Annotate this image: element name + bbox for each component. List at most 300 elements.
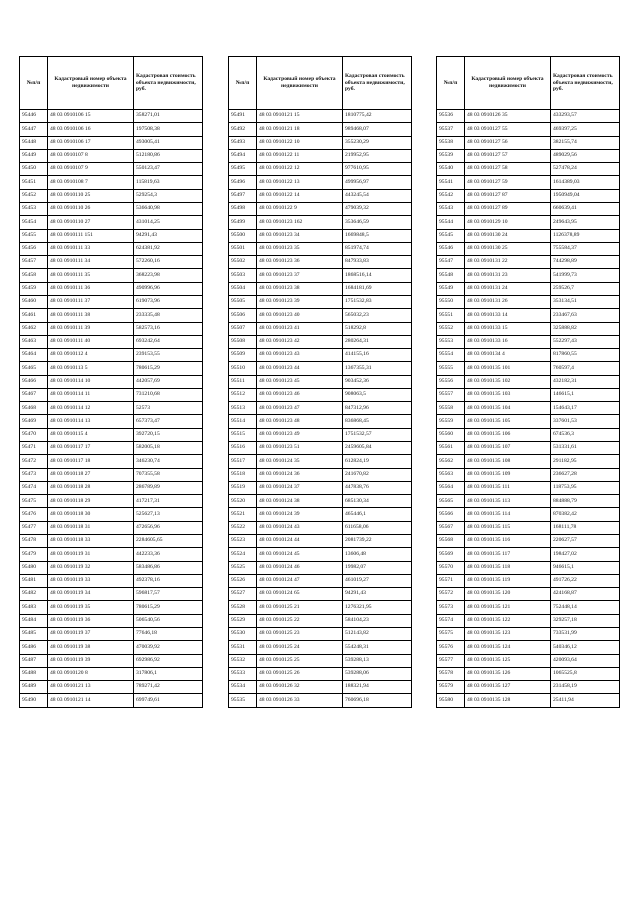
cell-num: 95517 xyxy=(229,455,257,468)
cell-num: 95485 xyxy=(20,627,48,640)
cell-cad-value: 2081739,22 xyxy=(343,535,412,548)
table-body xyxy=(437,110,620,708)
cell-num: 95560 xyxy=(437,428,465,441)
cell-cad-value: 2284605,65 xyxy=(134,535,203,548)
table-row xyxy=(20,495,203,508)
cell-cad-value: 355230,29 xyxy=(343,136,412,149)
cell-num: 95468 xyxy=(20,402,48,415)
cell-cad-number: 48 03 0910123 35 xyxy=(257,242,343,255)
cell-cad-value: 536640,98 xyxy=(134,202,203,215)
cell-num: 95471 xyxy=(20,442,48,455)
cell-cad-number: 48 03 0910135 108 xyxy=(465,455,551,468)
table-row xyxy=(229,149,412,162)
cell-num: 95448 xyxy=(20,136,48,149)
cell-cad-number: 48 03 0910123 39 xyxy=(257,295,343,308)
table-row xyxy=(229,561,412,574)
table-row xyxy=(229,681,412,694)
cell-cad-value: 1126378,89 xyxy=(551,229,620,242)
table-row xyxy=(229,614,412,627)
table-row xyxy=(20,601,203,614)
table-row xyxy=(229,349,412,362)
cell-cad-value: 884888,79 xyxy=(551,495,620,508)
cell-cad-number: 48 03 0910124 44 xyxy=(257,535,343,548)
cell-cad-number: 48 03 0910111 39 xyxy=(48,322,134,335)
cell-cad-value: 540346,12 xyxy=(551,641,620,654)
cell-cad-number: 48 03 0910123 36 xyxy=(257,256,343,269)
table-row xyxy=(20,136,203,149)
cell-num: 95462 xyxy=(20,322,48,335)
cell-num: 95451 xyxy=(20,176,48,189)
table-row xyxy=(437,521,620,534)
cell-cad-number: 48 03 0910119 37 xyxy=(48,627,134,640)
cell-cad-value: 583486,86 xyxy=(134,561,203,574)
cell-num: 95518 xyxy=(229,468,257,481)
cell-cad-number: 48 03 0910135 103 xyxy=(465,388,551,401)
cell-cad-value: 1810775,42 xyxy=(343,110,412,123)
cell-cad-number: 48 03 0910118 27 xyxy=(48,468,134,481)
cell-cad-number: 48 03 0910135 105 xyxy=(465,415,551,428)
cell-cad-value: 674536,3 xyxy=(551,428,620,441)
cell-num: 95568 xyxy=(437,535,465,548)
cell-num: 95543 xyxy=(437,202,465,215)
table-row xyxy=(20,349,203,362)
cadastral-table-1 xyxy=(19,56,203,708)
cell-cad-number: 48 03 0910117 18 xyxy=(48,455,134,468)
cell-cad-value: 1614389,03 xyxy=(551,176,620,189)
cell-cad-value: 1950949,04 xyxy=(551,189,620,202)
cell-cad-number: 48 03 0910135 114 xyxy=(465,508,551,521)
cell-cad-number: 48 03 0910122 13 xyxy=(257,176,343,189)
table-row xyxy=(229,495,412,508)
table-row xyxy=(20,229,203,242)
cell-cad-value: 392720,15 xyxy=(134,428,203,441)
cell-cad-number: 48 03 0910129 10 xyxy=(465,216,551,229)
cell-num: 95483 xyxy=(20,601,48,614)
cell-cad-number: 48 03 0910135 121 xyxy=(465,601,551,614)
cell-num: 95491 xyxy=(229,110,257,123)
cell-cad-value: 624381,92 xyxy=(134,242,203,255)
cell-cad-value: 493005,41 xyxy=(134,136,203,149)
cell-cad-number: 48 03 0910123 34 xyxy=(257,229,343,242)
cell-cad-value: 685130,34 xyxy=(343,495,412,508)
cell-cad-value: 443245,54 xyxy=(343,189,412,202)
table-row xyxy=(437,574,620,587)
cell-cad-number: 48 03 0910108 7 xyxy=(48,176,134,189)
cell-cad-number: 48 03 0910135 123 xyxy=(465,627,551,640)
cell-cad-value: 506540,56 xyxy=(134,614,203,627)
cell-cad-number: 48 03 0910123 162 xyxy=(257,216,343,229)
table-row xyxy=(20,282,203,295)
cell-cad-value: 1751532,83 xyxy=(343,295,412,308)
cell-num: 95549 xyxy=(437,282,465,295)
cell-cad-number: 48 03 0910135 111 xyxy=(465,481,551,494)
cell-cad-number: 48 03 0910123 40 xyxy=(257,309,343,322)
cell-cad-value: 584104,23 xyxy=(343,614,412,627)
table-body xyxy=(229,110,412,708)
cell-cad-number: 48 03 0910125 22 xyxy=(257,614,343,627)
cell-num: 95527 xyxy=(229,588,257,601)
cell-num: 95576 xyxy=(437,641,465,654)
table-row xyxy=(229,641,412,654)
cell-cad-number: 48 03 0910107 8 xyxy=(48,149,134,162)
table-row xyxy=(20,123,203,136)
cell-cad-number: 48 03 0910135 102 xyxy=(465,375,551,388)
table-row xyxy=(229,202,412,215)
cell-num: 95574 xyxy=(437,614,465,627)
table-row xyxy=(437,176,620,189)
cell-cad-value: 317806,1 xyxy=(134,667,203,680)
cell-num: 95513 xyxy=(229,402,257,415)
cell-num: 95533 xyxy=(229,667,257,680)
table-row xyxy=(20,269,203,282)
cell-cad-number: 48 03 0910124 38 xyxy=(257,495,343,508)
cell-cad-value: 1751532,57 xyxy=(343,428,412,441)
cell-num: 95489 xyxy=(20,681,48,694)
cell-cad-number: 48 03 0910135 125 xyxy=(465,654,551,667)
cell-num: 95546 xyxy=(437,242,465,255)
cell-cad-number: 48 03 0910123 42 xyxy=(257,335,343,348)
cell-cad-number: 48 03 0910118 33 xyxy=(48,535,134,548)
cell-cad-number: 48 03 0910122 11 xyxy=(257,149,343,162)
table-row xyxy=(437,415,620,428)
cell-cad-number: 48 03 0910126 35 xyxy=(465,110,551,123)
cell-cad-number: 48 03 0910111 37 xyxy=(48,295,134,308)
cell-num: 95512 xyxy=(229,388,257,401)
cell-cad-number: 48 03 0910111 38 xyxy=(48,309,134,322)
cell-cad-number: 48 03 0910130 25 xyxy=(465,242,551,255)
cell-cad-number: 48 03 0910111 40 xyxy=(48,335,134,348)
cell-cad-value: 836868,45 xyxy=(343,415,412,428)
cadastral-table-3 xyxy=(436,56,620,708)
cell-cad-number: 48 03 0910134 4 xyxy=(465,349,551,362)
cell-cad-value: 233467,63 xyxy=(551,309,620,322)
cell-cad-value: 731210,68 xyxy=(134,388,203,401)
table-row xyxy=(20,561,203,574)
cell-num: 95522 xyxy=(229,521,257,534)
cell-cad-number: 48 03 0910118 28 xyxy=(48,481,134,494)
cell-num: 95528 xyxy=(229,601,257,614)
cell-cad-value: 499956,97 xyxy=(343,176,412,189)
cell-num: 95544 xyxy=(437,216,465,229)
cell-cad-value: 699749,61 xyxy=(134,694,203,708)
cell-num: 95454 xyxy=(20,216,48,229)
cell-num: 95473 xyxy=(20,468,48,481)
table-row xyxy=(20,189,203,202)
table-header-row xyxy=(229,57,412,110)
cell-num: 95519 xyxy=(229,481,257,494)
cell-num: 95499 xyxy=(229,216,257,229)
cell-num: 95501 xyxy=(229,242,257,255)
cell-num: 95557 xyxy=(437,388,465,401)
cell-cad-number: 48 03 0910119 34 xyxy=(48,588,134,601)
table-row xyxy=(20,428,203,441)
cell-num: 95532 xyxy=(229,654,257,667)
cell-cad-number: 48 03 0910123 38 xyxy=(257,282,343,295)
cell-cad-value: 368223,98 xyxy=(134,269,203,282)
cell-cad-value: 431014,25 xyxy=(134,216,203,229)
table-row xyxy=(20,402,203,415)
cell-cad-number: 48 03 0910135 127 xyxy=(465,681,551,694)
cell-cad-value: 118753,95 xyxy=(551,481,620,494)
cell-num: 95481 xyxy=(20,574,48,587)
table-row xyxy=(437,442,620,455)
cell-cad-number: 48 03 0910127 59 xyxy=(465,176,551,189)
cell-num: 95461 xyxy=(20,309,48,322)
table-row xyxy=(229,654,412,667)
cell-num: 95561 xyxy=(437,442,465,455)
table-header-row xyxy=(437,57,620,110)
cell-cad-number: 48 03 0910106 15 xyxy=(48,110,134,123)
cell-cad-value: 491726,22 xyxy=(551,574,620,587)
cell-cad-number: 48 03 0910127 87 xyxy=(465,189,551,202)
table-row xyxy=(229,415,412,428)
table-row xyxy=(20,322,203,335)
cell-cad-number: 48 03 0910131 26 xyxy=(465,295,551,308)
cell-cad-number: 48 03 0910115 4 xyxy=(48,428,134,441)
cell-num: 95478 xyxy=(20,535,48,548)
cell-cad-value: 259526,7 xyxy=(551,282,620,295)
cell-num: 95466 xyxy=(20,375,48,388)
cell-num: 95577 xyxy=(437,654,465,667)
cell-cad-number: 48 03 0910135 106 xyxy=(465,428,551,441)
table-row xyxy=(20,415,203,428)
table-row xyxy=(229,455,412,468)
cell-cad-value: 490996,96 xyxy=(134,282,203,295)
cell-cad-number: 48 03 0910118 30 xyxy=(48,508,134,521)
cell-cad-value: 2459605,84 xyxy=(343,442,412,455)
table-row xyxy=(229,402,412,415)
cell-cad-number: 48 03 0910112 4 xyxy=(48,349,134,362)
cell-cad-value: 442057,69 xyxy=(134,375,203,388)
cell-cad-number: 48 03 0910122 14 xyxy=(257,189,343,202)
cell-cad-number: 48 03 0910123 51 xyxy=(257,442,343,455)
cell-num: 95488 xyxy=(20,667,48,680)
cell-num: 95509 xyxy=(229,349,257,362)
cell-num: 95487 xyxy=(20,654,48,667)
cell-num: 95492 xyxy=(229,123,257,136)
cell-cad-value: 433293,57 xyxy=(551,110,620,123)
cell-cad-value: 744298,89 xyxy=(551,256,620,269)
table-row xyxy=(437,508,620,521)
cell-num: 95446 xyxy=(20,110,48,123)
cell-cad-number: 48 03 0910114 11 xyxy=(48,388,134,401)
cell-num: 95514 xyxy=(229,415,257,428)
cell-cad-value: 382155,74 xyxy=(551,136,620,149)
cell-cad-value: 25411,94 xyxy=(551,694,620,708)
cell-num: 95571 xyxy=(437,574,465,587)
cell-num: 95520 xyxy=(229,495,257,508)
cell-cad-value: 239153,55 xyxy=(134,349,203,362)
table-row xyxy=(437,375,620,388)
cell-num: 95506 xyxy=(229,309,257,322)
table-row xyxy=(437,242,620,255)
cell-num: 95500 xyxy=(229,229,257,242)
cell-cad-value: 539288,06 xyxy=(343,667,412,680)
cell-cad-value: 554248,31 xyxy=(343,641,412,654)
table-row xyxy=(229,601,412,614)
table-row xyxy=(229,428,412,441)
cell-cad-value: 432182,31 xyxy=(551,375,620,388)
cell-num: 95464 xyxy=(20,349,48,362)
cell-cad-number: 48 03 0910124 45 xyxy=(257,548,343,561)
table-row xyxy=(229,110,412,123)
table-row xyxy=(437,548,620,561)
cell-cad-value: 1276321,95 xyxy=(343,601,412,614)
cell-cad-number: 48 03 0910135 113 xyxy=(465,495,551,508)
cell-num: 95456 xyxy=(20,242,48,255)
table-row xyxy=(20,521,203,534)
table-row xyxy=(437,641,620,654)
cell-cad-number: 48 03 0910123 41 xyxy=(257,322,343,335)
cell-cad-value: 492378,16 xyxy=(134,574,203,587)
table-row xyxy=(437,110,620,123)
cell-cad-value: 512143,82 xyxy=(343,627,412,640)
table-row xyxy=(229,242,412,255)
table-row xyxy=(20,548,203,561)
cell-cad-value: 231458,19 xyxy=(551,681,620,694)
cell-num: 95469 xyxy=(20,415,48,428)
cell-cad-number: 48 03 0910111 36 xyxy=(48,282,134,295)
table-row xyxy=(20,176,203,189)
table-row xyxy=(229,269,412,282)
cell-cad-number: 48 03 0910118 31 xyxy=(48,521,134,534)
cell-cad-value: 908063,5 xyxy=(343,388,412,401)
cell-num: 95552 xyxy=(437,322,465,335)
table-row xyxy=(437,202,620,215)
cell-num: 95567 xyxy=(437,521,465,534)
cell-num: 95477 xyxy=(20,521,48,534)
cell-cad-number: 48 03 0910124 43 xyxy=(257,521,343,534)
cell-cad-value: 527478,24 xyxy=(551,163,620,176)
cell-cad-number: 48 03 0910135 126 xyxy=(465,667,551,680)
cell-cad-value: 531331,61 xyxy=(551,442,620,455)
cell-num: 95548 xyxy=(437,269,465,282)
cell-num: 95559 xyxy=(437,415,465,428)
table-row xyxy=(437,322,620,335)
cell-cad-value: 518292,8 xyxy=(343,322,412,335)
cell-cad-number: 48 03 0910125 26 xyxy=(257,667,343,680)
cell-num: 95467 xyxy=(20,388,48,401)
cell-cad-value: 233335,48 xyxy=(134,309,203,322)
table-row xyxy=(20,216,203,229)
cell-cad-value: 197508,38 xyxy=(134,123,203,136)
cell-num: 95449 xyxy=(20,149,48,162)
cell-num: 95502 xyxy=(229,256,257,269)
cell-num: 95579 xyxy=(437,681,465,694)
cell-num: 95447 xyxy=(20,123,48,136)
cell-cad-value: 424168,87 xyxy=(551,588,620,601)
cell-cad-value: 470039,92 xyxy=(134,641,203,654)
table-row xyxy=(20,667,203,680)
table-header-row xyxy=(20,57,203,110)
cell-num: 95484 xyxy=(20,614,48,627)
cell-cad-value: 1868516,14 xyxy=(343,269,412,282)
cell-cad-number: 48 03 0910120 8 xyxy=(48,667,134,680)
table-row xyxy=(437,402,620,415)
cell-cad-value: 291182,95 xyxy=(551,455,620,468)
cell-cad-value: 329257,18 xyxy=(551,614,620,627)
table-row xyxy=(229,442,412,455)
table-row xyxy=(20,375,203,388)
table-row xyxy=(437,163,620,176)
table-row xyxy=(437,694,620,708)
table-row xyxy=(20,588,203,601)
cell-cad-value: 847933,83 xyxy=(343,256,412,269)
table-row xyxy=(20,654,203,667)
table-row xyxy=(437,282,620,295)
cell-cad-number: 48 03 0910119 31 xyxy=(48,548,134,561)
cell-cad-number: 48 03 0910124 35 xyxy=(257,455,343,468)
cell-cad-number: 48 03 0910111 151 xyxy=(48,229,134,242)
cell-cad-value: 582005,18 xyxy=(134,442,203,455)
table-row xyxy=(20,455,203,468)
cell-cad-value: 220627,57 xyxy=(551,535,620,548)
table-row xyxy=(437,681,620,694)
table-row xyxy=(437,481,620,494)
table-row xyxy=(229,508,412,521)
cell-num: 95504 xyxy=(229,282,257,295)
cell-cad-value: 489029,56 xyxy=(551,149,620,162)
cell-num: 95452 xyxy=(20,189,48,202)
cell-cad-number: 48 03 0910135 119 xyxy=(465,574,551,587)
table-row xyxy=(20,535,203,548)
cell-cad-value: 472656,96 xyxy=(134,521,203,534)
table-row xyxy=(437,654,620,667)
cell-cad-number: 48 03 0910106 17 xyxy=(48,136,134,149)
cell-cad-number: 48 03 0910114 13 xyxy=(48,415,134,428)
cell-cad-number: 48 03 0910124 65 xyxy=(257,588,343,601)
cell-cad-value: 692986,92 xyxy=(134,654,203,667)
header-cad-value: Кадастровая стоимость объекта недвижимости, руб. xyxy=(134,57,203,110)
cell-cad-value: 198427,02 xyxy=(551,548,620,561)
table-row xyxy=(20,614,203,627)
table-row xyxy=(20,242,203,255)
table-row xyxy=(437,189,620,202)
cell-num: 95465 xyxy=(20,362,48,375)
cell-cad-value: 552297,43 xyxy=(551,335,620,348)
cell-cad-value: 780615,29 xyxy=(134,362,203,375)
cell-cad-value: 529254,3 xyxy=(134,189,203,202)
cell-num: 95558 xyxy=(437,402,465,415)
cell-num: 95542 xyxy=(437,189,465,202)
cell-num: 95463 xyxy=(20,335,48,348)
cell-cad-value: 346230,74 xyxy=(134,455,203,468)
cell-cad-number: 48 03 0910113 5 xyxy=(48,362,134,375)
cell-cad-number: 48 03 0910111 33 xyxy=(48,242,134,255)
cell-num: 95564 xyxy=(437,481,465,494)
cell-cad-value: 337601,53 xyxy=(551,415,620,428)
table-row xyxy=(229,335,412,348)
cell-cad-value: 733531,99 xyxy=(551,627,620,640)
cell-cad-number: 48 03 0910124 37 xyxy=(257,481,343,494)
table-row xyxy=(229,375,412,388)
cell-cad-value: 479039,32 xyxy=(343,202,412,215)
cell-num: 95530 xyxy=(229,627,257,640)
cell-num: 95508 xyxy=(229,335,257,348)
table-row xyxy=(229,481,412,494)
cell-cad-value: 789271,42 xyxy=(134,681,203,694)
cell-num: 95538 xyxy=(437,136,465,149)
table-row xyxy=(437,601,620,614)
cell-num: 95515 xyxy=(229,428,257,441)
cell-cad-number: 48 03 0910127 89 xyxy=(465,202,551,215)
cell-cad-value: 572260,16 xyxy=(134,256,203,269)
cell-cad-number: 48 03 0910123 48 xyxy=(257,415,343,428)
cell-cad-number: 48 03 0910119 32 xyxy=(48,561,134,574)
table-row xyxy=(437,136,620,149)
cell-cad-value: 977610,95 xyxy=(343,163,412,176)
table-row xyxy=(437,216,620,229)
